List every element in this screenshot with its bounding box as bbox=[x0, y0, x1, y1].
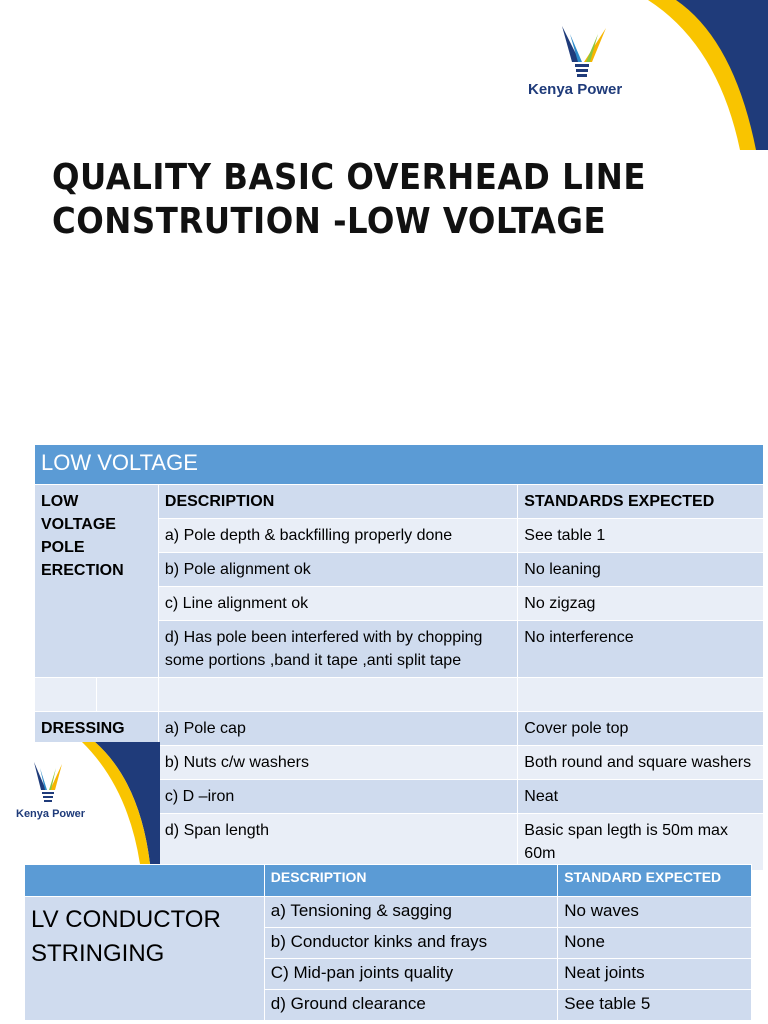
kenya-power-logo bbox=[522, 22, 642, 102]
empty-cell bbox=[96, 678, 158, 712]
standard-cell: Neat joints bbox=[558, 959, 752, 990]
description-cell: c) Line alignment ok bbox=[158, 587, 517, 621]
table-heading: LOW VOLTAGE bbox=[35, 445, 764, 485]
overlay-slide-fragment bbox=[0, 742, 160, 864]
decorative-swoosh-bottom bbox=[0, 742, 160, 864]
description-cell: b) Conductor kinks and frays bbox=[264, 928, 557, 959]
section-label-pole-erection: LOW VOLTAGE POLE ERECTION bbox=[35, 485, 159, 678]
standard-cell: See table 5 bbox=[558, 990, 752, 1021]
description-cell: C) Mid-pan joints quality bbox=[264, 959, 557, 990]
description-cell: d) Ground clearance bbox=[264, 990, 557, 1021]
kenya-power-emblem-icon bbox=[522, 22, 642, 80]
table-row bbox=[25, 897, 752, 928]
column-header-description: DESCRIPTION bbox=[264, 865, 557, 897]
description-cell: b) Pole alignment ok bbox=[158, 553, 517, 587]
description-cell: d) Has pole been interfered with by chopping some portions ,band it tape ,anti split tape bbox=[158, 621, 517, 678]
empty-header-cell bbox=[25, 865, 265, 897]
conductor-stringing-table bbox=[24, 864, 752, 1021]
section-label-dressing: DRESSING bbox=[35, 712, 159, 871]
table-row-empty bbox=[35, 678, 764, 712]
table-row bbox=[35, 485, 764, 519]
table-header-row bbox=[25, 865, 752, 897]
empty-cell bbox=[158, 678, 517, 712]
description-cell: a) Tensioning & sagging bbox=[264, 897, 557, 928]
kenya-power-emblem-small-icon bbox=[28, 760, 68, 810]
section-label-conductor-stringing: LV CONDUCTOR STRINGING bbox=[25, 897, 265, 1021]
standard-cell: Basic span legth is 50m max 60m bbox=[518, 814, 764, 871]
description-cell: c) D –iron bbox=[158, 780, 517, 814]
empty-cell bbox=[35, 678, 97, 712]
standard-cell: Both round and square washers bbox=[518, 746, 764, 780]
description-cell: d) Span length bbox=[158, 814, 517, 871]
page-title bbox=[52, 156, 752, 244]
empty-cell bbox=[518, 678, 764, 712]
description-cell: b) Nuts c/w washers bbox=[158, 746, 517, 780]
column-header-standards: STANDARDS EXPECTED bbox=[518, 485, 764, 519]
standard-cell: Cover pole top bbox=[518, 712, 764, 746]
title-line-1: QUALITY BASIC OVERHEAD LINE bbox=[52, 157, 646, 198]
description-cell: a) Pole cap bbox=[158, 712, 517, 746]
standard-cell: Neat bbox=[518, 780, 764, 814]
decorative-swoosh-top bbox=[648, 0, 768, 150]
table-row bbox=[35, 712, 764, 746]
description-cell: a) Pole depth & backfilling properly done bbox=[158, 519, 517, 553]
table-header-row bbox=[35, 445, 764, 485]
column-header-standard: STANDARD EXPECTED bbox=[558, 865, 752, 897]
standard-cell: See table 1 bbox=[518, 519, 764, 553]
standard-cell: No waves bbox=[558, 897, 752, 928]
standard-cell: No interference bbox=[518, 621, 764, 678]
logo-text: Kenya Power bbox=[528, 81, 623, 98]
logo-text-small: Kenya Power bbox=[16, 808, 86, 820]
title-line-2: CONSTRUTION -LOW VOLTAGE bbox=[52, 201, 607, 242]
standard-cell: No zigzag bbox=[518, 587, 764, 621]
standard-cell: None bbox=[558, 928, 752, 959]
column-header-description: DESCRIPTION bbox=[158, 485, 517, 519]
standard-cell: No leaning bbox=[518, 553, 764, 587]
